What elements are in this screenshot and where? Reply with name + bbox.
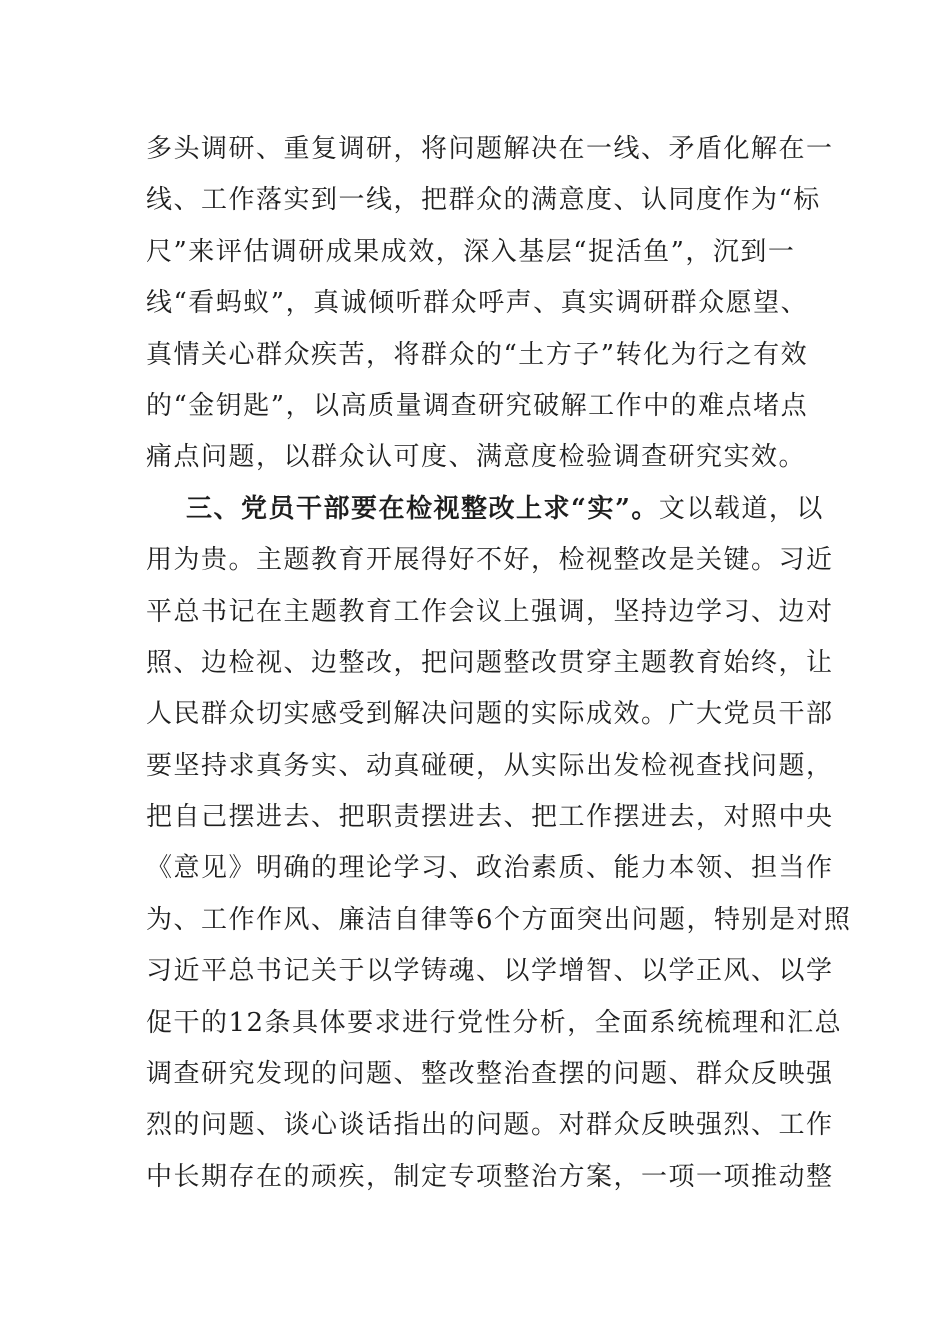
body-line: 调查研究发现的问题、整改整治查摆的问题、群众反映强: [146, 1059, 834, 1090]
body-line: 《意见》明确的理论学习、政治素质、能力本领、担当作: [146, 853, 834, 884]
body-line: 把自己摆进去、把职责摆进去、把工作摆进去，对照中央: [146, 802, 834, 833]
body-line: 照、边检视、边整改，把问题整改贯穿主题教育始终，让: [146, 647, 834, 678]
body-line: 要坚持求真务实、动真碰硬，从实际出发检视查找问题，: [146, 750, 834, 781]
body-line: 平总书记在主题教育工作会议上强调，坚持边学习、边对: [146, 596, 834, 627]
body-line: 痛点问题，以群众认可度、满意度检验调查研究实效。: [146, 442, 807, 473]
body-line: 线、工作落实到一线，把群众的满意度、认同度作为“标: [146, 185, 821, 216]
body-line: 线“看蚂蚁”，真诚倾听群众呼声、真实调研群众愿望、: [146, 288, 809, 319]
body-line: 尺”来评估调研成果成效，深入基层“捉活鱼”，沉到一: [146, 236, 796, 267]
body-line: 烈的问题、谈心谈话指出的问题。对群众反映强烈、工作: [146, 1110, 834, 1141]
body-line: 为、工作作风、廉洁自律等6个方面突出问题，特别是对照: [146, 904, 852, 935]
body-line: 促干的12条具体要求进行党性分析，全面系统梳理和汇总: [146, 1007, 843, 1038]
body-line: 中长期存在的顽疾，制定专项整治方案，一项一项推动整: [146, 1161, 834, 1192]
body-line: 用为贵。主题教育开展得好不好，检视整改是关键。习近: [146, 545, 834, 576]
body-line: 多头调研、重复调研，将问题解决在一线、矛盾化解在一: [146, 134, 834, 164]
body-line: 习近平总书记关于以学铸魂、以学增智、以学正风、以学: [146, 956, 834, 987]
section-three-first-line: [146, 484, 826, 535]
body-line: 人民群众切实感受到解决问题的实际成效。广大党员干部: [146, 699, 834, 730]
body-line: 的“金钥匙”，以高质量调查研究破解工作中的难点堵点: [146, 390, 809, 421]
document-body: [146, 124, 852, 1203]
section-heading-continuation: 文以载道，以: [658, 493, 824, 524]
body-line: 真情关心群众疾苦，将群众的“土方子”转化为行之有效: [146, 339, 809, 370]
section-heading: 三、党员干部要在检视整改上求“实”。: [186, 493, 659, 524]
